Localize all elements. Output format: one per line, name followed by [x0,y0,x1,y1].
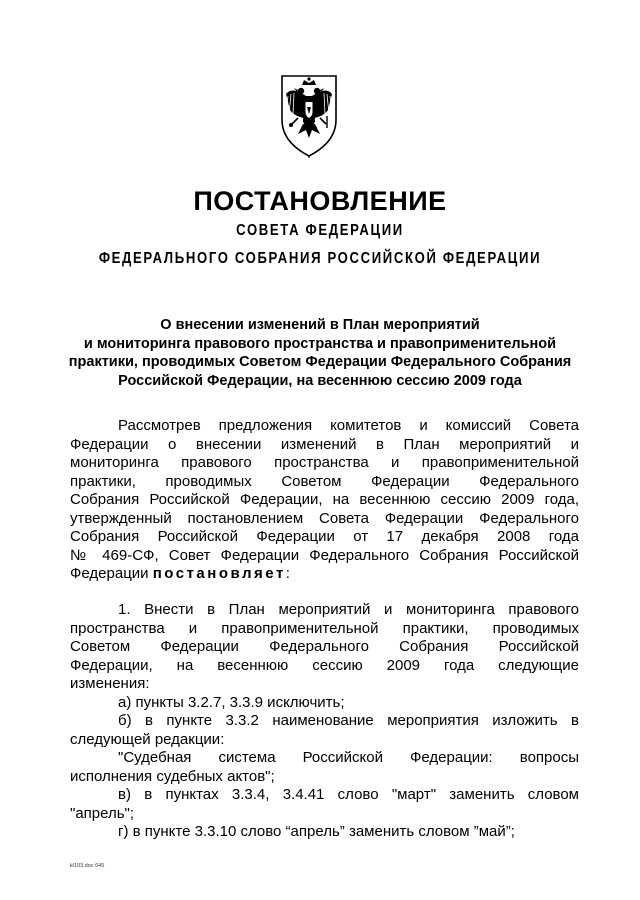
text-line: 1. Внести в План мероприятий и мониторинга правового [118,601,579,618]
text-line: изменения: [70,675,150,692]
amendments-paragraph [70,601,579,842]
document-subtitle-council: СОВЕТА ФЕДЕРАЦИИ [236,222,404,239]
heading-line: и мониторинга правового пространства и правоприменительной [83,335,557,352]
text-line: следующей редакции: [70,730,225,748]
resolution-heading [60,316,580,390]
document-subtitle-assembly: ФЕДЕРАЛЬНОГО СОБРАНИЯ РОССИЙСКОЙ ФЕДЕРАЦИИ [98,250,542,267]
decree-word: постановляет [152,565,286,582]
document-title: ПОСТАНОВЛЕНИЕ [193,186,447,216]
file-reference-footer: kl103.doc 645 [70,863,105,869]
preamble-paragraph [70,417,579,584]
text-line: Федерации о внесении изменений в План мероприятий и [70,435,579,453]
text-line: "апрель"; [70,804,135,822]
text-line: № 469-СФ, Совет Федерации Федерального Собрания Российской [70,546,579,564]
decree-prefix: Федерации [70,565,149,582]
text-line: исполнения судебных актов"; [70,767,275,785]
text-line: Собрания Российской Федерации, на весеннюю сессию 2009 года, [70,491,579,508]
text-line: Собрания Российской Федерации от 17 декабря 2008 года [70,528,579,545]
amendment-item-d: г) в пункте 3.3.10 слово “апрель” заменить словом ”май”; [118,823,515,840]
text-line: мониторинга правового пространства и правоприменительной [70,454,579,471]
amendment-item-a: а) пункты 3.2.7, 3.3.9 исключить; [118,693,345,711]
amendment-item-c: в) в пунктах 3.3.4, 3.4.41 слово "март" заменить словом [118,786,579,803]
text-line: утвержденный постановлением Совета Федерации Федерального [70,509,579,527]
amendment-item-b: б) в пункте 3.3.2 наименование мероприятия изложить в [118,712,579,729]
text-line: Федерации, на весеннюю сессию 2009 года следующие [70,656,579,674]
text-line: "Судебная система Российской Федерации: вопросы [118,749,579,766]
heading-line: практики, проводимых Советом Федерации Федерального Собрания [68,354,572,370]
coat-of-arms-emblem [276,72,342,158]
text-line: Советом Федерации Федерального Собрания Российской [70,638,579,655]
text-line: практики, проводимых Советом Федерации Федерального [70,472,579,490]
text-line: пространства и правоприменительной практики, проводимых [70,619,579,637]
text-line-decree [70,565,579,584]
decree-colon: : [285,565,290,582]
text-line: Рассмотрев предложения комитетов и комиссий Совета [118,417,579,434]
heading-line: О внесении изменений в План мероприятий [160,317,480,333]
heading-line: Российской Федерации, на весеннюю сессию 2009 года [118,372,522,389]
